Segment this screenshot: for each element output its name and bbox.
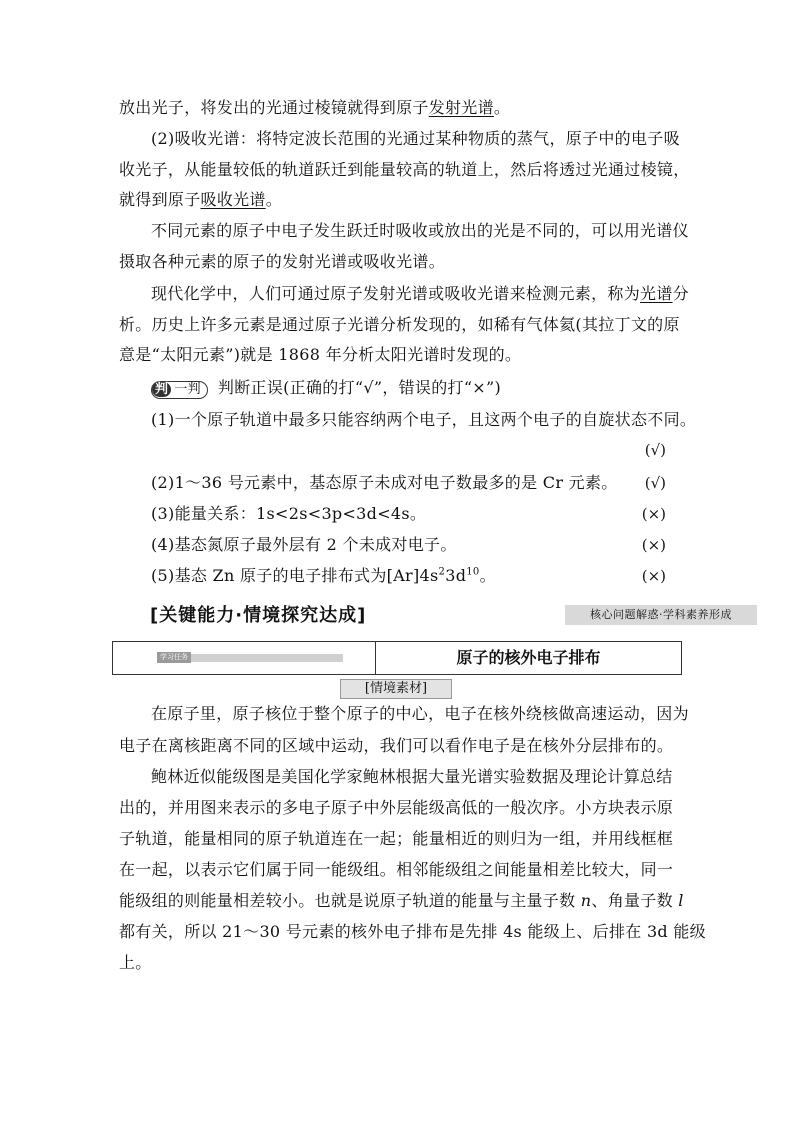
paragraph-line: 子轨道，能量相同的原子轨道连在一起；能量相近的则归为一组，并用线框框 xyxy=(119,829,674,848)
text: 。 xyxy=(493,98,511,117)
judge-item-4: (4)基态氮原子最外层有 2 个未成对电子。 xyxy=(151,535,457,554)
judge-item-1: (1)一个原子轨道中最多只能容纳两个电子，且这两个电子的自旋状态不同。 xyxy=(151,410,697,429)
paragraph-line: 析。历史上许多元素是通过原子光谱分析发现的，如稀有气体氦(其拉丁文的原 xyxy=(119,315,680,334)
underlined-term: 光谱 xyxy=(640,284,673,303)
paragraph-line: 在一起，以表示它们属于同一能级组。相邻能级组之间能量相差比较大，同一 xyxy=(119,860,674,879)
judge-answer-1: (√) xyxy=(644,441,666,459)
section-tag: 核心问题解惑·学科素养形成 xyxy=(565,605,757,625)
task-title: 原子的核外电子排布 xyxy=(456,648,601,667)
math-symbol: l xyxy=(678,891,684,910)
text: 、角量子数 xyxy=(591,891,679,910)
badge-text: 一判 xyxy=(174,382,201,397)
paragraph-line: 不同元素的原子中电子发生跃迁时吸收或放出的光是不同的，可以用光谱仪 xyxy=(151,221,689,240)
judge-intro: 判断正误(正确的打“√”，错误的打“×”) xyxy=(217,378,502,397)
task-box xyxy=(112,641,682,675)
text: 。 xyxy=(479,566,496,585)
text: 就得到原子 xyxy=(119,190,201,209)
paragraph-line: 在原子里，原子核位于整个原子的中心，电子在核外绕核做高速运动，因为 xyxy=(151,704,689,723)
superscript: 10 xyxy=(466,566,480,578)
task-label-cell xyxy=(113,642,376,674)
judge-answer-5: (×) xyxy=(641,567,666,585)
judge-item-5 xyxy=(151,566,496,586)
superscript: 2 xyxy=(438,566,446,578)
paragraph-line: 摄取各种元素的原子的发射光谱或吸收光谱。 xyxy=(119,252,446,271)
paragraph-line: 电子在离核距离不同的区域中运动，我们可以看作电子是在核外分层排布的。 xyxy=(119,736,674,755)
paragraph-line: 收光子，从能量较低的轨道跃迁到能量较高的轨道上，然后将透过光通过棱镜， xyxy=(119,160,690,179)
judge-answer-2: (√) xyxy=(644,474,666,492)
paragraph-line: 出的，并用图来表示的多电子原子中外层能级高低的一般次序。小方块表示原 xyxy=(119,798,674,817)
paragraph-line xyxy=(119,891,684,911)
judge-header xyxy=(151,378,501,399)
paragraph-line: 鲍林近似能级图是美国化学家鲍林根据大量光谱实验数据及理论计算总结 xyxy=(151,767,673,786)
section-heading: [关键能力·情境探究达成] xyxy=(150,605,367,626)
paragraph-line xyxy=(119,190,282,210)
judge-badge xyxy=(151,381,208,399)
paragraph-line: 意是“太阳元素”)就是 1868 年分析太阳光谱时发现的。 xyxy=(119,345,522,364)
material-label: [情境素材] xyxy=(340,679,452,699)
text: 放出光子，将发出的光通过棱镜就得到原子 xyxy=(119,98,429,117)
judge-item-2: (2)1～36 号元素中，基态原子未成对电子数最多的是 Cr 元素。 xyxy=(151,473,618,492)
math-symbol: n xyxy=(580,891,592,910)
text: 3d xyxy=(445,566,467,585)
paragraph-line: 都有关，所以 21～30 号元素的核外电子排布是先排 4s 能级上、后排在 3d 能级 xyxy=(119,922,706,941)
judge-answer-4: (×) xyxy=(641,536,666,554)
text: 能级组的则能量相差较小。也就是说原子轨道的能量与主量子数 xyxy=(119,891,581,910)
paragraph-line xyxy=(119,98,510,118)
badge-char: 判 xyxy=(152,382,171,397)
paragraph-line xyxy=(151,284,689,304)
judge-answer-3: (×) xyxy=(641,505,666,523)
text: 现代化学中，人们可通过原子发射光谱或吸收光谱来检测元素，称为 xyxy=(151,284,641,303)
text: (5)基态 Zn 原子的电子排布式为[Ar]4s xyxy=(151,566,439,585)
judge-item-3: (3)能量关系：1s<2s<3p<3d<4s。 xyxy=(151,504,427,523)
text: 。 xyxy=(265,190,283,209)
underlined-term: 发射光谱 xyxy=(428,98,494,117)
task-mini-label: 学习任务 xyxy=(157,652,191,663)
paragraph-line: 上。 xyxy=(119,953,152,972)
paragraph-line: (2)吸收光谱：将特定波长范围的光通过某种物质的蒸气，原子中的电子吸 xyxy=(151,129,680,148)
underlined-term: 吸收光谱 xyxy=(200,190,266,209)
text: 分 xyxy=(672,284,689,303)
